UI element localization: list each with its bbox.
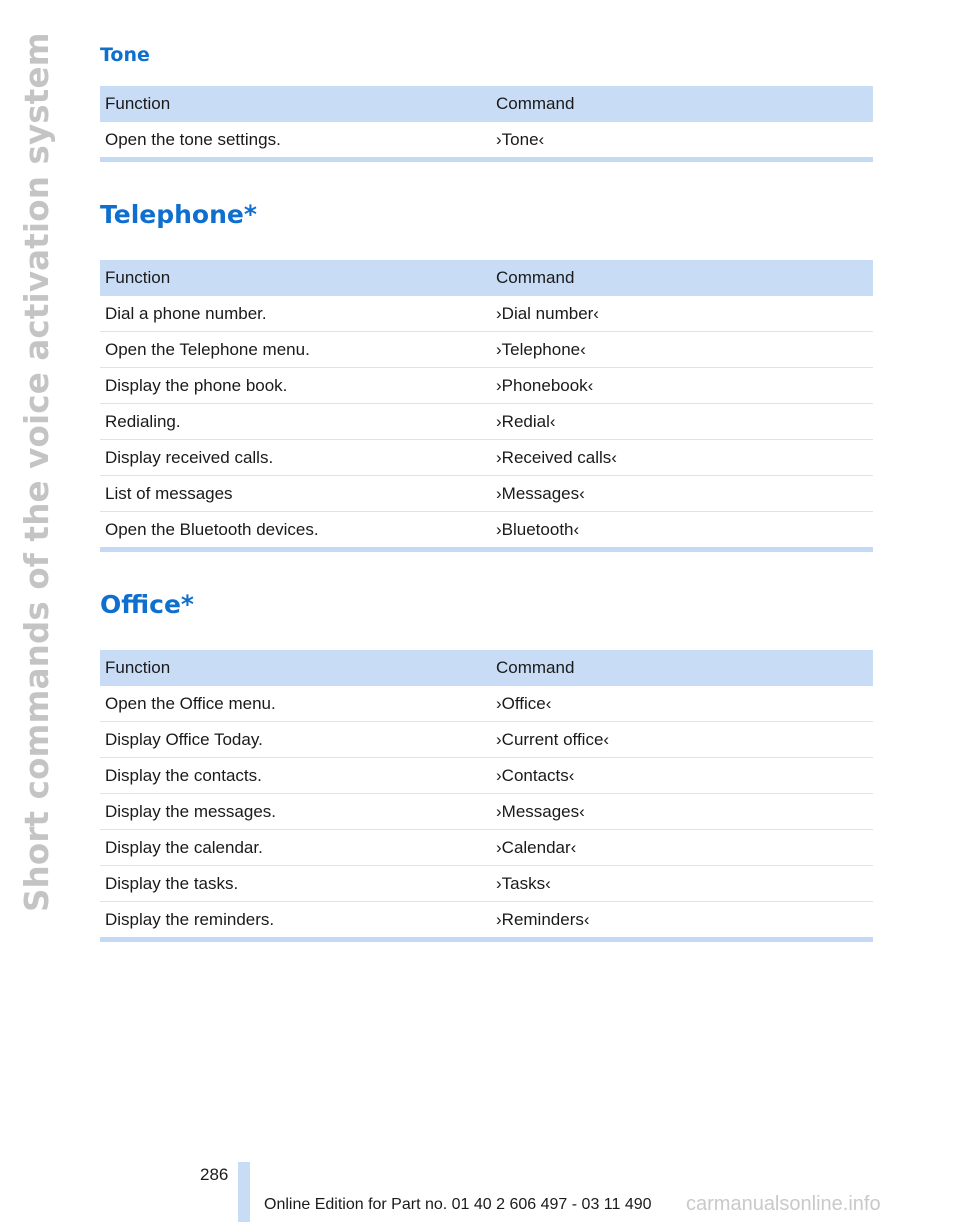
function-cell: Redialing.	[100, 404, 491, 440]
watermark-text: carmanualsonline.info	[686, 1193, 881, 1215]
command-cell: ›Dial number‹	[491, 296, 873, 332]
command-cell: ›Reminders‹	[491, 902, 873, 940]
function-cell: Open the Telephone menu.	[100, 332, 491, 368]
section-heading-office: Office*	[100, 590, 194, 619]
column-header-function: Function	[100, 650, 491, 686]
telephone-commands-table	[100, 260, 873, 552]
table-row	[100, 122, 873, 160]
table-row	[100, 830, 873, 866]
section-heading-telephone: Telephone*	[100, 200, 257, 229]
command-cell: ›Telephone‹	[491, 332, 873, 368]
function-cell: Open the Office menu.	[100, 686, 491, 722]
footer-accent-bar	[238, 1162, 250, 1222]
table-row	[100, 902, 873, 940]
column-header-function: Function	[100, 86, 491, 122]
table-row	[100, 686, 873, 722]
table-row	[100, 476, 873, 512]
command-cell: ›Calendar‹	[491, 830, 873, 866]
function-cell: Display the phone book.	[100, 368, 491, 404]
command-cell: ›Office‹	[491, 686, 873, 722]
table-row	[100, 758, 873, 794]
table-row	[100, 440, 873, 476]
tone-commands-table	[100, 86, 873, 162]
table-row	[100, 794, 873, 830]
table-row	[100, 866, 873, 902]
command-cell: ›Messages‹	[491, 794, 873, 830]
function-cell: List of messages	[100, 476, 491, 512]
command-cell: ›Tasks‹	[491, 866, 873, 902]
table-row	[100, 722, 873, 758]
table-header-row	[100, 650, 873, 686]
function-cell: Display the contacts.	[100, 758, 491, 794]
table-row	[100, 332, 873, 368]
function-cell: Open the tone settings.	[100, 122, 491, 160]
command-cell: ›Tone‹	[491, 122, 873, 160]
function-cell: Display the calendar.	[100, 830, 491, 866]
command-cell: ›Phonebook‹	[491, 368, 873, 404]
table-row	[100, 512, 873, 550]
office-commands-table	[100, 650, 873, 942]
table-row	[100, 404, 873, 440]
column-header-command: Command	[491, 260, 873, 296]
table-header-row	[100, 260, 873, 296]
table-header-row	[100, 86, 873, 122]
function-cell: Dial a phone number.	[100, 296, 491, 332]
function-cell: Display Office Today.	[100, 722, 491, 758]
side-chapter-title: Short commands of the voice activation system	[18, 32, 56, 912]
column-header-command: Command	[491, 650, 873, 686]
command-cell: ›Received calls‹	[491, 440, 873, 476]
table-row	[100, 296, 873, 332]
footer-edition-text: Online Edition for Part no. 01 40 2 606 497 - 03 11 490	[264, 1196, 652, 1213]
column-header-function: Function	[100, 260, 491, 296]
table-row	[100, 368, 873, 404]
function-cell: Display received calls.	[100, 440, 491, 476]
command-cell: ›Current office‹	[491, 722, 873, 758]
command-cell: ›Messages‹	[491, 476, 873, 512]
column-header-command: Command	[491, 86, 873, 122]
command-cell: ›Redial‹	[491, 404, 873, 440]
function-cell: Display the messages.	[100, 794, 491, 830]
command-cell: ›Contacts‹	[491, 758, 873, 794]
command-cell: ›Bluetooth‹	[491, 512, 873, 550]
section-heading-tone: Tone	[100, 44, 150, 66]
function-cell: Display the tasks.	[100, 866, 491, 902]
function-cell: Display the reminders.	[100, 902, 491, 940]
page-number: 286	[200, 1165, 229, 1184]
function-cell: Open the Bluetooth devices.	[100, 512, 491, 550]
